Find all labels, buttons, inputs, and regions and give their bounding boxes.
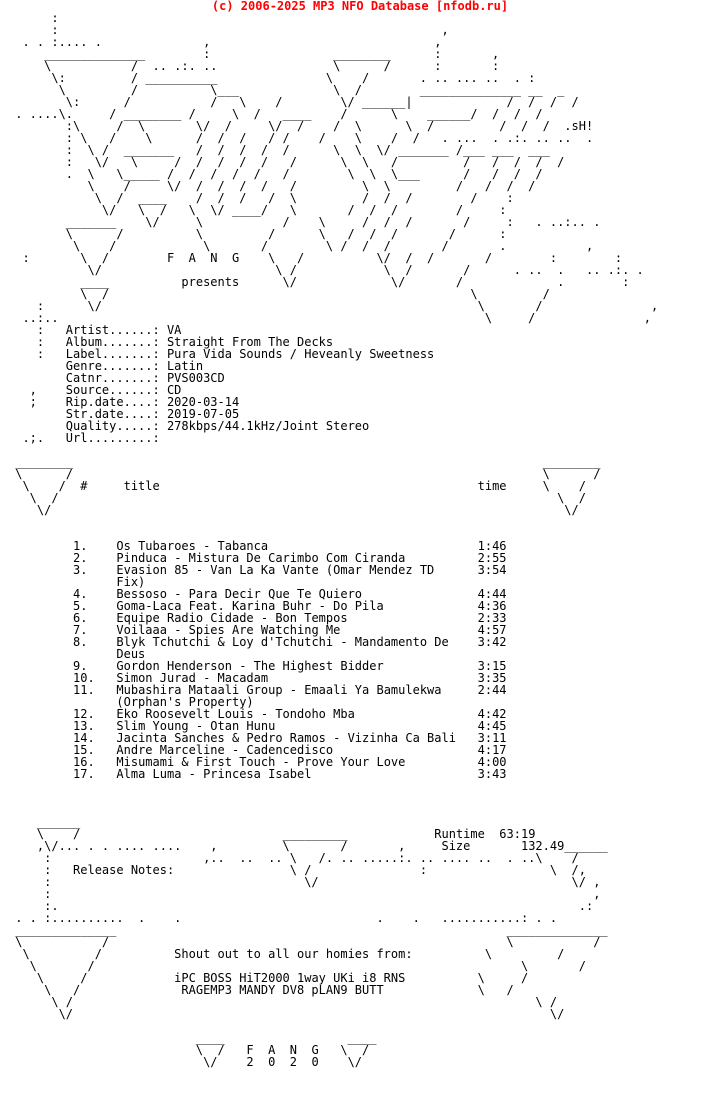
ascii-art-line: . . :.... . , , [8,35,442,49]
album-label: Album.......: [65,335,160,349]
ascii-art-line: \: / __________ \ / . .. ... .. . : [8,71,536,85]
track-time: 3:43 [477,767,507,781]
genre-value: Latin [166,359,204,373]
ascii-art-line: ______________ : ________ : , [8,47,500,61]
track-number: 17. [73,767,117,781]
rip-date-label: Rip.date....: [65,395,160,409]
track-title: Misumami & First Touch - Prove Your Love [116,755,478,769]
track-time: 3:54 [477,563,507,577]
track-time: 3:11 [477,731,507,745]
track-time: 3:15 [477,659,507,673]
ascii-art-line: \ / \___ \ / ______________ __ _ [8,83,572,97]
track-number: 12. [73,707,117,721]
ascii-art-line: : \ / \ / / / / / / \ / / . ... . .:. .. .. . [8,131,594,145]
album-value: Straight From The Decks [166,335,334,349]
track-title: Pinduca - Mistura De Carimbo Com Ciranda [116,551,478,565]
genre-label: Genre.......: [65,359,160,373]
track-time: 4:17 [477,743,507,757]
track-number: 4. [73,587,117,601]
track-number: 8. [73,635,117,649]
ascii-art-line: : , [8,23,449,37]
ascii-art-line: ..:.. \ / , [8,311,651,325]
ascii-art-line: \ / \ / [8,287,550,301]
source-label: Source......: [65,383,160,397]
track-number: 10. [73,671,117,685]
str-date-label: Str.date....: [65,407,160,421]
track-title-continued: Fix) [116,575,146,589]
track-time: 4:42 [477,707,507,721]
ascii-art-line: \: / / \ / \/ ______| / / / / [8,95,579,109]
track-number: 11. [73,683,117,697]
track-title: Alma Luma - Princesa Isabel [116,767,478,781]
track-title: Andre Marceline - Cadencedisco [116,743,478,757]
track-number: 2. [73,551,117,565]
track-number: 5. [73,599,117,613]
nfo-text: : : , . . :.... . , , ______________ : ________ : , \ / .. .:. .. \ / : : \: / __________ \ / . .. ... .. . : \ / \___ \ / ______________ __ _ \: / / \ / \/ ______| / / / / . ....\. / ________ / \ / ____ / \ ______/ / / / :\ / \ \/ / \/ / / \ \ / / / / .sH! : \ / \ / / / / / / \ / / . ... . .:. .. .. . : \ / _______ / / / / / \ \ \/ _______ /___ ___ ___ : \/ \ / / / / / / \ \ / / / / / / . \ \_____ / / / / / / \ \ \___ / / / / \ / \/ / / / / / \ \ / / / / \ / ____ / / / / \ / / / / : \/ \ / \ \/ ____/ \ / / / / : _______ \/ \ / \ / / / / : . ..:.. . \ / \ / \ / / / / : \ / \ / \ / / / / . , : \ / F A N G \ / \/ / / / : : \/ \ / \ / / . .. . .. .:. . ____ presents \/ \/ / . : \ / \ / : \/ \ / , ..:.. \ / , : Artist......: VA : Album.......: Straight From The Decks : Label.......: Pura Vida Sounds / Heveanly Sweetness Genre.......: Latin Catnr.......: PVS003CD , Source......: CD ; Rip.date....: 2020-03-14 Str.date....: 2019-07-05 Quality.....: 278kbps/44.1kHz/Joint Stereo .;. Url.........: ________ ________ \ / \ / \ / # title time \ / \ / \ / \/ \/ 1. Os Tubaroes - Tabanca 1:46 2. Pinduca - Mistura De Carimbo Com Ciranda 2:55 3. Evasion 85 - Van La Ka Vante (Omar Mendez TD 3:54 Fix) 4. Bessoso - Para Decir Que Te Quiero 4:44 5. Goma-Laca Feat. Karina Buhr - Do Pila 4:36 6. Equipe Radio Cidade - Bon Tempos 2:33 7. Voilaaa - Spies Are Watching Me 4:57 8. Blyk Tchutchi & Loy d'Tchutchi - Mandamento De 3:42 Deus 9. Gordon Henderson - The Highest Bidder 3:15 10. Simon Jurad - Macadam 3:35 11. Mubashira Mataali Group - Emaali Ya Bamulekwa 2:44 (Orphan's Property) 12. Eko Roosevelt Louis - Tondoho Mba 4:42 13. Slim Young - Otan Hunu 4:45 14. Jacinta Sanches & Pedro Ramos - Vizinha Ca Bali 3:11 15. Andre Marceline - Cadencedisco 4:17 16. Misumami & First Touch - Prove Your Love 4:00 17. Alma Luma - Princesa Isabel 3:43 ______ \ / _________ Runtime 63:19 ,\/... . . .... .... , \ / , Size 132.49______ : ,.. .. .. \ /. .. .....:. .. .... .. . ..\ / : Release Notes: \ / : \ /, : \/ \/ , : , :. .: . . :.......... . . . . ...........: . . ______________ ______________ \ / \ / \ / Shout out to all our homies from: \ / \ / \ / \ / iPC BOSS HiT2000 1way UKi i8 RNS \ / \ / RAGEMP3 MANDY DV8 pLAN9 BUTT \ / \ / \ / \/ \/ ____ ____ \ / F A N G \ / \/ 2 0 2 0 \/ [8,11,659,1069]
quality-value: 278kbps/44.1kHz/Joint Stereo [166,419,370,433]
rip-date-value: 2020-03-14 [166,395,240,409]
track-time: 4:36 [477,599,507,613]
ascii-art-line: : \/ \ / , [8,299,659,313]
track-time: 4:00 [477,755,507,769]
site-copyright-header: (c) 2006-2025 MP3 NFO Database [nfodb.ru] [211,0,509,13]
ascii-art-line: : [8,11,59,25]
track-title: Equipe Radio Cidade - Bon Tempos [116,611,478,625]
track-time: 2:33 [477,611,507,625]
track-number: 6. [73,611,117,625]
shoutout-line2: iPC BOSS HiT2000 1way UKi i8 RNS [174,971,406,985]
track-col-title: title [123,479,160,493]
track-time: 4:44 [477,587,507,601]
ascii-art-line: : \ / F A N G \ / \/ / / / : : [8,251,623,265]
track-title: Jacinta Sanches & Pedro Ramos - Vizinha Ca Bali [116,731,478,745]
release-notes-label: Release Notes: [73,863,175,877]
track-number: 14. [73,731,117,745]
ascii-art-line: _______ \/ \ / \ / / / / : . ..:.. . [8,215,601,229]
track-title: Slim Young - Otan Hunu [116,719,478,733]
track-col-time: time [477,479,507,493]
track-time: 3:35 [477,671,507,685]
catnr-value: PVS003CD [166,371,225,385]
track-title: Mubashira Mataali Group - Emaali Ya Bamulekwa [116,683,478,697]
track-title: Simon Jurad - Macadam [116,671,478,685]
footer-word: F A N G [246,1043,319,1057]
track-time: 2:44 [477,683,507,697]
label-label: Label.......: [65,347,160,361]
ascii-art-line: : \/ \ / / / / / / \ \ / / / / / / [8,155,565,169]
track-number: 1. [73,539,117,553]
track-title: Evasion 85 - Van La Ka Vante (Omar Mendez TD [116,563,478,577]
track-title: Bessoso - Para Decir Que Te Quiero [116,587,478,601]
ascii-art-line: \ / \ / \ / / / / : [8,227,507,241]
ascii-art-line: \ / \/ / / / / / \ \ / / / / [8,179,536,193]
ascii-art-line: \ / \ / \ / / / / . , [8,239,594,253]
runtime-label: Runtime [434,827,485,841]
track-title: Gordon Henderson - The Highest Bidder [116,659,478,673]
ascii-art-line: \/ \ / \ \/ ____/ \ / / / / : [8,203,529,217]
runtime-value: 63:19 [499,827,536,841]
track-number: 3. [73,563,117,577]
ascii-art-line: \/ \ / \ / / . .. . .. .:. . [8,263,644,277]
ascii-art-line: :\ / \ \/ / \/ / / \ \ / / / / .sH! [8,119,594,133]
ascii-art-line: : \ / _______ / / / / / \ \ \/ _______ /___ ___ ___ [8,143,550,157]
track-title-continued: (Orphan's Property) [116,695,254,709]
size-label: Size [441,839,471,853]
artist-label: Artist......: [65,323,160,337]
artist-value: VA [166,323,182,337]
ascii-art-line: . ....\. / ________ / \ / ____ / \ ______/ / / / [8,107,550,121]
catnr-label: Catnr.......: [65,371,160,385]
url-label: Url.........: [65,431,160,445]
track-title-continued: Deus [116,647,146,661]
footer-year: 2 0 2 0 [246,1055,319,1069]
track-time: 4:45 [477,719,507,733]
source-value: CD [166,383,182,397]
track-col-num: # [80,479,88,493]
str-date-value: 2019-07-05 [166,407,240,421]
track-title: Goma-Laca Feat. Karina Buhr - Do Pila [116,599,478,613]
track-number: 7. [73,623,117,637]
track-time: 2:55 [477,551,507,565]
track-number: 13. [73,719,117,733]
track-title: Voilaaa - Spies Are Watching Me [116,623,478,637]
ascii-art-line: \ / ____ / / / / \ / / / / : [8,191,543,205]
track-title: Blyk Tchutchi & Loy d'Tchutchi - Mandamento De [116,635,478,649]
track-number: 16. [73,755,117,769]
track-title: Os Tubaroes - Tabanca [116,539,478,553]
ascii-art-line: . \ \_____ / / / / / / \ \ \___ / / / / [8,167,550,181]
track-time: 3:42 [477,635,507,649]
label-value: Pura Vida Sounds / Heveanly Sweetness [166,347,435,361]
track-number: 15. [73,743,117,757]
track-title: Eko Roosevelt Louis - Tondoho Mba [116,707,478,721]
shoutout-line1: Shout out to all our homies from: [174,947,413,961]
shoutout-line3: RAGEMP3 MANDY DV8 pLAN9 BUTT [181,983,384,997]
quality-label: Quality.....: [65,419,160,433]
track-number: 9. [73,659,117,673]
ascii-art-line: ____ presents \/ \/ / . : [8,275,630,289]
ascii-art-line: \ / .. .:. .. \ / : : [8,59,500,73]
size-value: 132.49 [520,839,565,853]
track-time: 4:57 [477,623,507,637]
track-time: 1:46 [477,539,507,553]
